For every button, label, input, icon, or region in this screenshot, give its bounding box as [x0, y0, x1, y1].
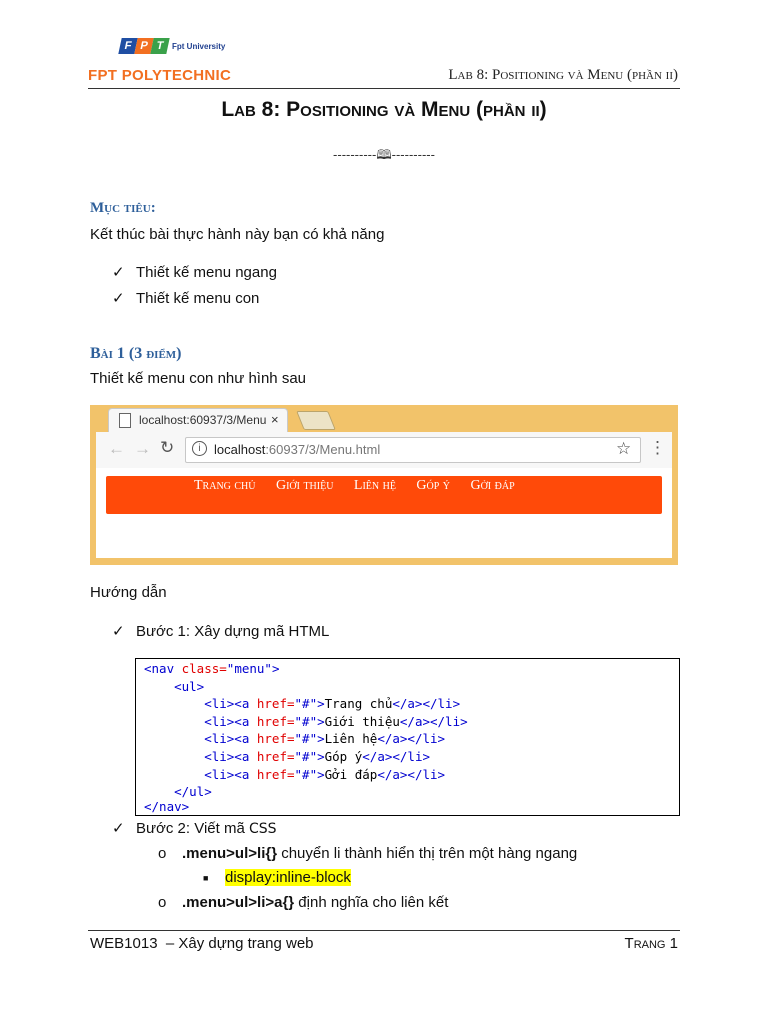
code-token: Trang chủ: [324, 696, 393, 712]
code-token: </a></li>: [377, 766, 446, 782]
url-text: [214, 442, 380, 457]
fpt-logo: [120, 38, 226, 62]
code-token: Liên hệ: [324, 731, 378, 747]
demo-menu-item: Góp ý: [416, 478, 451, 493]
code-line: [144, 660, 279, 678]
code-token: >: [317, 731, 325, 747]
objective-label: Thiết kế menu ngang: [136, 264, 277, 281]
code-token: </a></li>: [377, 731, 446, 747]
sub-step-text: định nghĩa cho liên kết: [294, 894, 449, 911]
step-2: [112, 819, 277, 837]
code-token: class=: [174, 661, 227, 676]
address-bar: [185, 437, 641, 463]
demo-menu-item: Trang chủ: [194, 478, 256, 493]
sub-step-2: [158, 894, 448, 911]
logo-subtitle: Fpt University: [172, 42, 226, 51]
code-token: href=: [249, 749, 295, 764]
code-token: Gởi đáp: [324, 766, 378, 782]
more-menu-icon: ⋮: [649, 438, 666, 457]
square-bullet-icon: ■: [203, 873, 209, 884]
code-token: "#": [294, 749, 318, 764]
code-token: href=: [249, 713, 295, 729]
objective-item: [112, 289, 259, 307]
footer-course: WEB1013 – Xây dựng trang web: [90, 935, 314, 952]
highlighted-property: display:inline-block: [225, 869, 351, 886]
code-token: <nav: [144, 661, 175, 676]
circle-bullet-icon: o: [158, 845, 167, 862]
exercise-heading: Bài 1 (3 điểm): [90, 345, 182, 362]
objective-item: [112, 263, 277, 281]
code-line: [144, 748, 430, 766]
demo-menu-item: Liên hệ: [353, 478, 396, 493]
demo-menu-item: Giới thiệu: [275, 478, 334, 493]
demo-menu-bar: [106, 476, 662, 514]
code-token: "#": [294, 696, 318, 712]
html-code-block: [135, 658, 680, 816]
code-line: [144, 766, 445, 784]
code-token: >: [317, 749, 325, 764]
url-host: localhost: [214, 442, 266, 457]
sub-step-text: chuyển li thành hiển thị trên một hàng ngang: [277, 845, 578, 862]
reload-icon: ↻: [160, 438, 175, 457]
css-selector: .menu>ul>li{}: [182, 845, 278, 862]
step-2-label: Bước 2: Viết mã: [136, 820, 249, 837]
code-token: href=: [249, 731, 295, 747]
circle-bullet-icon: o: [158, 894, 167, 911]
code-token: <li><a: [144, 713, 250, 729]
code-line: [144, 713, 468, 731]
code-token: <li><a: [144, 766, 250, 782]
page-title: Lab 8: Positioning và Menu (phần ii): [221, 98, 547, 121]
code-token: "menu": [226, 661, 272, 676]
star-icon: ☆: [616, 439, 632, 458]
info-icon: i: [192, 441, 207, 456]
code-token: href=: [249, 766, 295, 782]
code-line: [144, 695, 460, 713]
css-selector: .menu>ul>li>a{}: [182, 894, 295, 911]
objective-label: Thiết kế menu con: [136, 290, 260, 307]
code-line: <ul>: [144, 678, 205, 694]
guide-heading: Hướng dẫn: [90, 584, 167, 601]
step-1: [112, 622, 329, 640]
code-token: "#": [294, 766, 318, 782]
logo-letter-p: P: [134, 38, 153, 54]
header-lab-title: Lab 8: Positioning và Menu (phần ii): [448, 67, 678, 83]
footer-page-number: Trang 1: [624, 935, 678, 952]
header-rule: [88, 88, 680, 89]
step-2-css: CSS: [248, 821, 277, 837]
browser-tab: [108, 408, 288, 433]
code-token: </a></li>: [362, 749, 430, 764]
check-icon: ✓: [112, 623, 125, 640]
code-token: >: [271, 661, 280, 676]
code-line: </nav>: [144, 799, 190, 814]
section-divider: ----------🕮----------: [333, 147, 435, 162]
code-token: Giới thiệu: [324, 713, 400, 729]
sub-step-1: [158, 845, 577, 862]
page-icon: [119, 413, 131, 428]
objectives-heading: Mục tiêu:: [90, 200, 156, 216]
code-token: href=: [249, 696, 295, 712]
code-token: >: [317, 696, 325, 712]
objectives-intro: Kết thúc bài thực hành này bạn có khả năng: [90, 226, 385, 243]
code-line: [144, 730, 445, 748]
code-token: </a></li>: [399, 713, 468, 729]
check-icon: ✓: [112, 820, 125, 837]
code-token: "#": [294, 731, 318, 747]
exercise-description: Thiết kế menu con như hình sau: [90, 370, 307, 387]
code-line: </ul>: [144, 784, 212, 800]
logo-letter-t: T: [150, 38, 169, 54]
brand-name: FPT POLYTECHNIC: [88, 67, 232, 84]
tab-title: localhost:60937/3/Menu: [139, 413, 267, 427]
code-token: <li><a: [144, 749, 250, 764]
demo-menu-item: Gởi đáp: [470, 478, 515, 493]
code-token: </a></li>: [392, 696, 461, 712]
code-token: >: [317, 766, 325, 782]
close-icon: ×: [271, 412, 279, 427]
code-token: >: [317, 713, 325, 729]
check-icon: ✓: [112, 264, 125, 281]
check-icon: ✓: [112, 290, 125, 307]
code-token: Góp ý: [324, 749, 363, 764]
code-token: <li><a: [144, 731, 250, 747]
code-token: "#": [294, 713, 318, 729]
demo-menu-list: [194, 476, 531, 514]
footer-rule: [88, 930, 680, 931]
code-token: <li><a: [144, 696, 250, 712]
logo-letter-f: F: [118, 38, 137, 54]
back-arrow-icon: ←: [108, 439, 125, 458]
sub-sub-step: [203, 869, 351, 886]
step-1-label: Bước 1: Xây dựng mã HTML: [136, 623, 330, 640]
forward-arrow-icon: →: [134, 439, 151, 458]
url-path: :60937/3/Menu.html: [265, 442, 381, 457]
